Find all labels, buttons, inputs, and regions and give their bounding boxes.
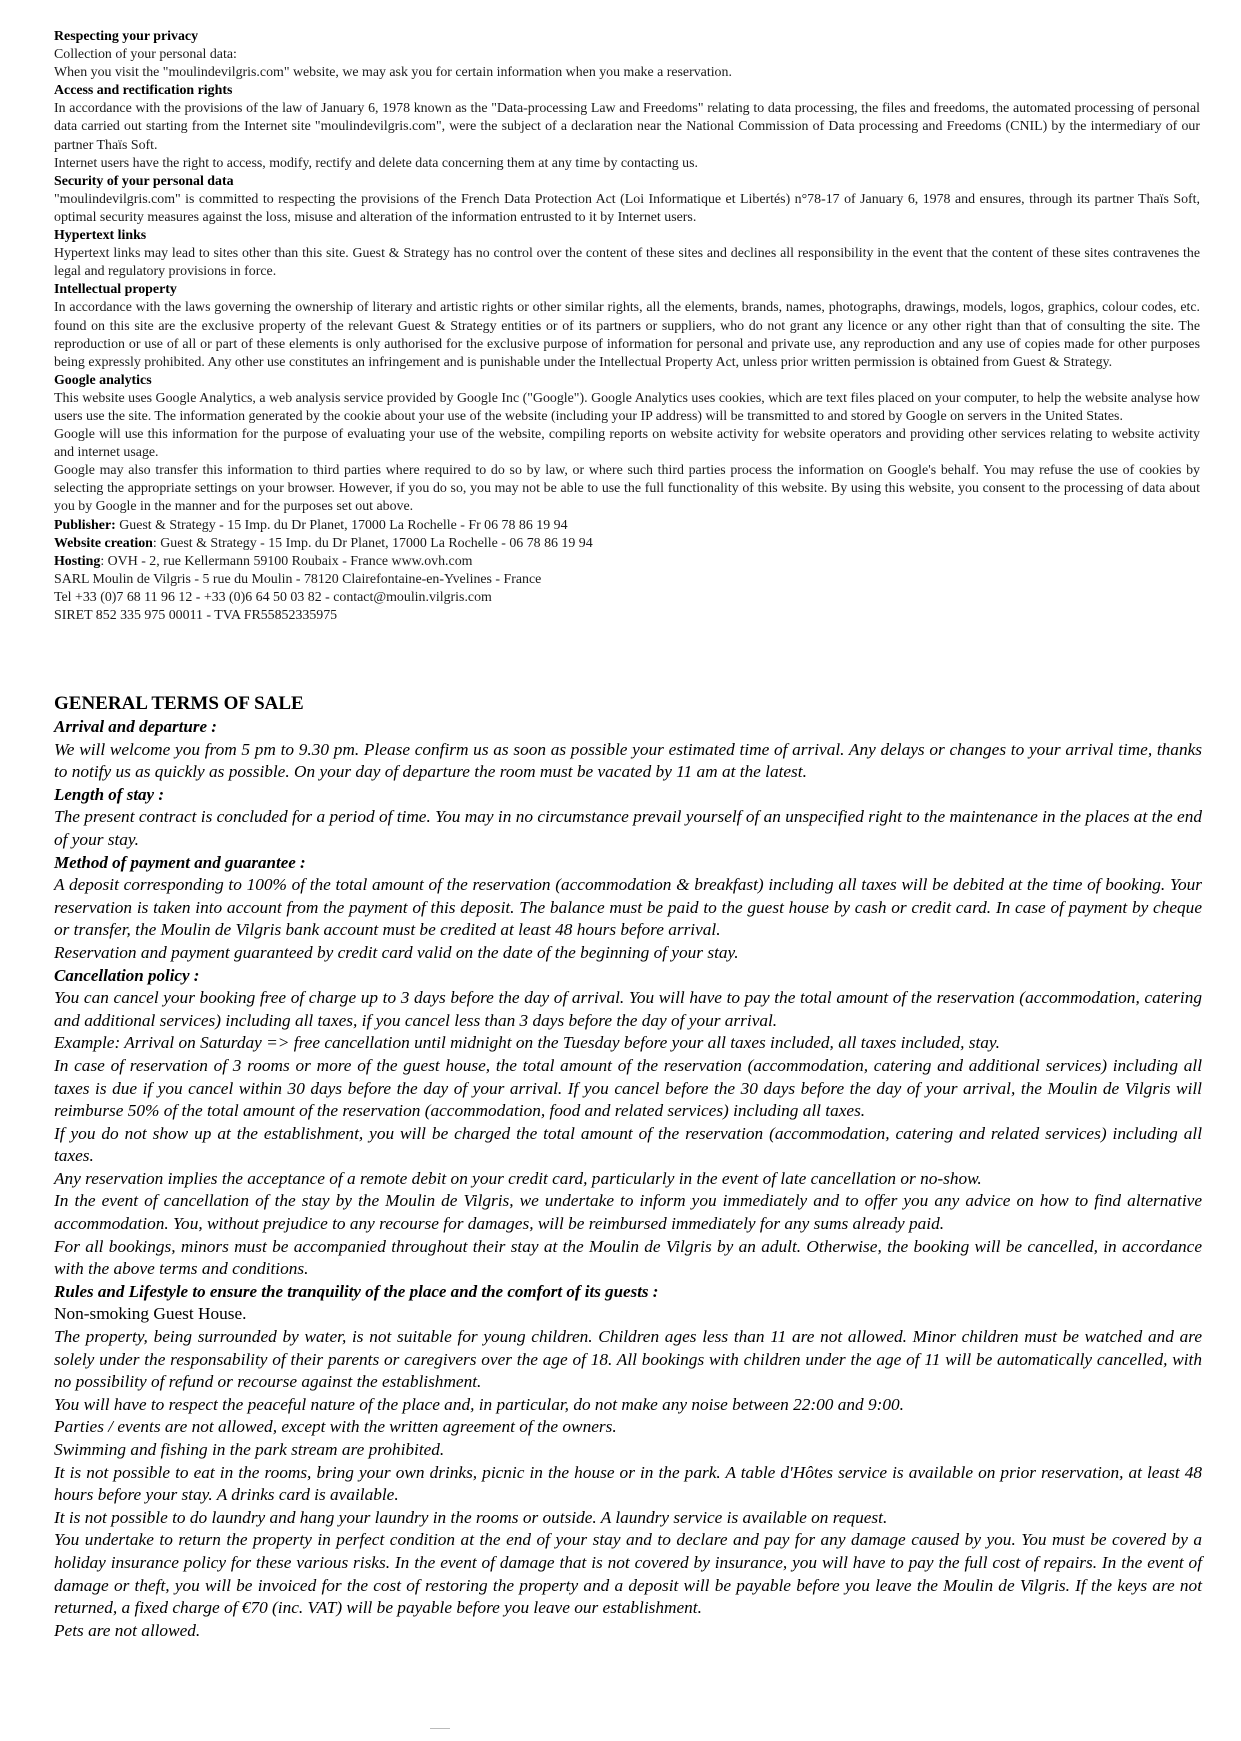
cancellation-paragraph-7: For all bookings, minors must be accompanied throughout their stay at the Moulin de Vilgris by an adult. Otherwise, the booking will be cancelled, in accordance with the above terms and conditions. [54,1236,1202,1279]
cancellation-paragraph-5: Any reservation implies the acceptance of a remote debit on your credit card, particularly in the event of late cancellation or no-show. [54,1168,982,1188]
cancellation-paragraph-1: You can cancel your booking free of charge up to 3 days before the day of arrival. You will have to pay the total amount of the reservation (accommodation, catering and additional services) including all taxes, if you cancel less than 3 days before the day of your arrival. [54,988,1202,1030]
rules-paragraph-8: Pets are not allowed. [54,1620,201,1640]
website-creation-label: Website creation [54,535,153,551]
publisher-label: Publisher: [54,517,116,533]
access-rights-paragraph: In accordance with the provisions of the law of January 6, 1978 known as the "Data-processing Law and Freedoms" relating to data processing, the files and freedoms, the automated processing of personal data carried out starting from the Internet site "moulindevilgris.com", were the subject of a declaration near the National Commission of Data processing and Freedoms (CNIL) by the intermediary of our partner Thaïs Soft. [54,101,1200,153]
company-address-line: SARL Moulin de Vilgris - 5 rue du Moulin - 78120 Clairefontaine-en-Yvelines - France [54,571,542,587]
access-rights-heading: Access and rectification rights [54,83,233,99]
rules-paragraph-4: Swimming and fishing in the park stream are prohibited. [54,1440,445,1459]
terms-section [54,692,1202,1642]
google-analytics-paragraph-2: Google will use this information for the purpose of evaluating your use of the website, compiling reports on website activity for website operators and providing other services relating to website activity and internet usage. [54,427,1200,461]
rules-paragraph-6: It is not possible to do laundry and hang your laundry in the rooms or outside. A laundry service is available on request. [54,1507,888,1527]
length-of-stay-paragraph: The present contract is concluded for a period of time. You may in no circumstance prevail yourself of an unspecified right to the maintenance in the places at the end of your stay. [54,807,1202,849]
hosting-label: Hosting [54,553,101,569]
intellectual-property-paragraph: In accordance with the laws governing the ownership of literary and artistic rights or other similar rights, all the elements, brands, names, photographs, drawings, models, logos, graphics, colour codes, etc. found on this site are the exclusive property of the relevant Guest & Strategy entities or of its partners or suppliers, who do not grant any licence or any other right than that of consulting the site. The reproduction or use of all or part of these elements is only authorised for the exclusive purpose of information for personal and private use, any reproduction and any use of copies made for other purposes being expressly prohibited. Any other use constitutes an infringement and is punishable under the Intellectual Property Act, unless prior written permission is obtained from Guest & Strategy. [54,300,1200,370]
rules-paragraph-7: You undertake to return the property in perfect condition at the end of your stay and to declare and pay for any damage caused by you. You must be covered by a holiday insurance policy for these various risks. In the event of damage that is not covered by insurance, you will have to pay the full cost of repairs. In the event of damage or theft, you will be invoiced for the cost of restoring the property and a deposit will be payable before you leave the Moulin de Vilgris. If the keys are not returned, a fixed charge of €70 (inc. VAT) will be payable before you leave our establishment. [54,1530,1202,1618]
privacy-section [54,28,1200,625]
non-smoking-line: Non-smoking Guest House. [54,1304,247,1324]
contact-line: Tel +33 (0)7 68 11 96 12 - +33 (0)6 64 50 03 82 - contact@moulin.vilgris.com [54,589,492,605]
collection-label: Collection of your personal data: [54,47,237,63]
collection-paragraph: When you visit the "moulindevilgris.com" website, we may ask you for certain information when you make a reservation. [54,65,732,81]
payment-heading: Method of payment and guarantee : [54,852,306,872]
hosting-text: : OVH - 2, rue Kellermann 59100 Roubaix - France www.ovh.com [100,553,473,569]
length-of-stay-heading: Length of stay : [54,784,165,804]
google-analytics-heading: Google analytics [54,372,152,388]
hypertext-heading: Hypertext links [54,228,147,244]
website-creation-line [54,535,1200,553]
payment-paragraph: A deposit corresponding to 100% of the total amount of the reservation (accommodation & breakfast) including all taxes will be debited at the time of booking. Your reservation is taken into account from the payment of this deposit. The balance must be paid to the guest house by cash or credit card. In case of payment by cheque or transfer, the Moulin de Vilgris bank account must be credited at least 48 hours before arrival. [54,875,1202,940]
publisher-text: Guest & Strategy - 15 Imp. du Dr Planet, 17000 La Rochelle - Fr 06 78 86 19 94 [119,517,568,533]
payment-paragraph-2: Reservation and payment guaranteed by credit card valid on the date of the beginning of your stay. [54,942,739,962]
website-creation-text: : Guest & Strategy - 15 Imp. du Dr Planet, 17000 La Rochelle - 06 78 86 19 94 [152,535,593,551]
siret-line: SIRET 852 335 975 00011 - TVA FR55852335975 [54,608,338,623]
publisher-line [54,517,1200,535]
arrival-paragraph: We will welcome you from 5 pm to 9.30 pm. Please confirm us as soon as possible your estimated time of arrival. Any delays or changes to your arrival time, thanks to notify us as quickly as possible. On your day of departure the room must be vacated by 11 am at the latest. [54,739,1202,782]
rules-paragraph-3: Parties / events are not allowed, except with the written agreement of the owners. [54,1417,617,1437]
respecting-privacy-heading: Respecting your privacy [54,29,199,44]
cancellation-paragraph-2: Example: Arrival on Saturday => free cancellation until midnight on the Tuesday before your all taxes included, all taxes included, stay. [54,1033,1000,1053]
hypertext-paragraph: Hypertext links may lead to sites other than this site. Guest & Strategy has no control over the content of these sites and declines all responsibility in the event that the content of these sites contravenes the legal and regulatory provisions in force. [54,246,1200,280]
google-analytics-paragraph: This website uses Google Analytics, a web analysis service provided by Google Inc ("Google"). Google Analytics uses cookies, which are text files placed on your computer, to help the website analyse how users use the site. The information generated by the cookie about your use of the website (including your IP address) will be transmitted to and stored by Google on servers in the United States. [54,390,1200,424]
cancellation-paragraph-4: If you do not show up at the establishment, you will be charged the total amount of the reservation (accommodation, catering and related services) including all taxes. [54,1123,1202,1166]
intellectual-property-heading: Intellectual property [54,282,177,298]
hosting-line [54,553,1200,571]
cancellation-paragraph-6: In the event of cancellation of the stay by the Moulin de Vilgris, we undertake to inform you immediately and to offer you any advice on how to find alternative accommodation. You, without prejudice to any recourse for damages, will be reimbursed immediately for any sums already paid. [54,1191,1202,1234]
access-rights-paragraph-2: Internet users have the right to access, modify, rectify and delete data concerning them at any time by contacting us. [54,155,699,171]
arrival-heading: Arrival and departure : [54,717,217,736]
security-paragraph: "moulindevilgris.com" is committed to respecting the provisions of the French Data Protection Act (Loi Informatique et Libertés) n°78-17 of January 6, 1978 and ensures, through its partner Thaïs Soft, optimal security measures against the loss, misuse and alteration of the information entrusted to it by Internet users. [54,191,1200,225]
rules-paragraph-1: The property, being surrounded by water, is not suitable for young children. Children ages less than 11 are not allowed. Minor children must be watched and are solely under the responsability of their parents or caregivers over the age of 18. All bookings with children under the age of 11 will be automatically cancelled, with no possibility of refund or recourse against the establishment. [54,1327,1202,1392]
rules-paragraph-5: It is not possible to eat in the rooms, bring your own drinks, picnic in the house or in the park. A table d'Hôtes service is available on prior reservation, at least 48 hours before your stay. A drinks card is available. [54,1462,1202,1505]
rules-heading: Rules and Lifestyle to ensure the tranquility of the place and the comfort of its guests : [54,1281,659,1301]
page-footer-mark [430,1728,450,1735]
security-heading: Security of your personal data [54,173,234,189]
general-terms-title: GENERAL TERMS OF SALE [54,693,304,714]
rules-paragraph-2: You will have to respect the peaceful nature of the place and, in particular, do not make any noise between 22:00 and 9:00. [54,1394,904,1414]
google-analytics-paragraph-3: Google may also transfer this information to third parties where required to do so by law, or where such third parties process the information on Google's behalf. You may refuse the use of cookies by selecting the appropriate settings on your browser. However, if you do so, you may not be able to use the full functionality of this website. By using this website, you consent to the processing of data about you by Google in the manner and for the purposes set out above. [54,463,1200,515]
cancellation-paragraph-3: In case of reservation of 3 rooms or more of the guest house, the total amount of the reservation (accommodation, catering and additional services) including all taxes is due if you cancel within 30 days before the day of your arrival. If you cancel before the 30 days before the day of your arrival, the Moulin de Vilgris will reimburse 50% of the total amount of the reservation (accommodation, food and related services) including all taxes. [54,1055,1202,1121]
cancellation-heading: Cancellation policy : [54,965,200,985]
